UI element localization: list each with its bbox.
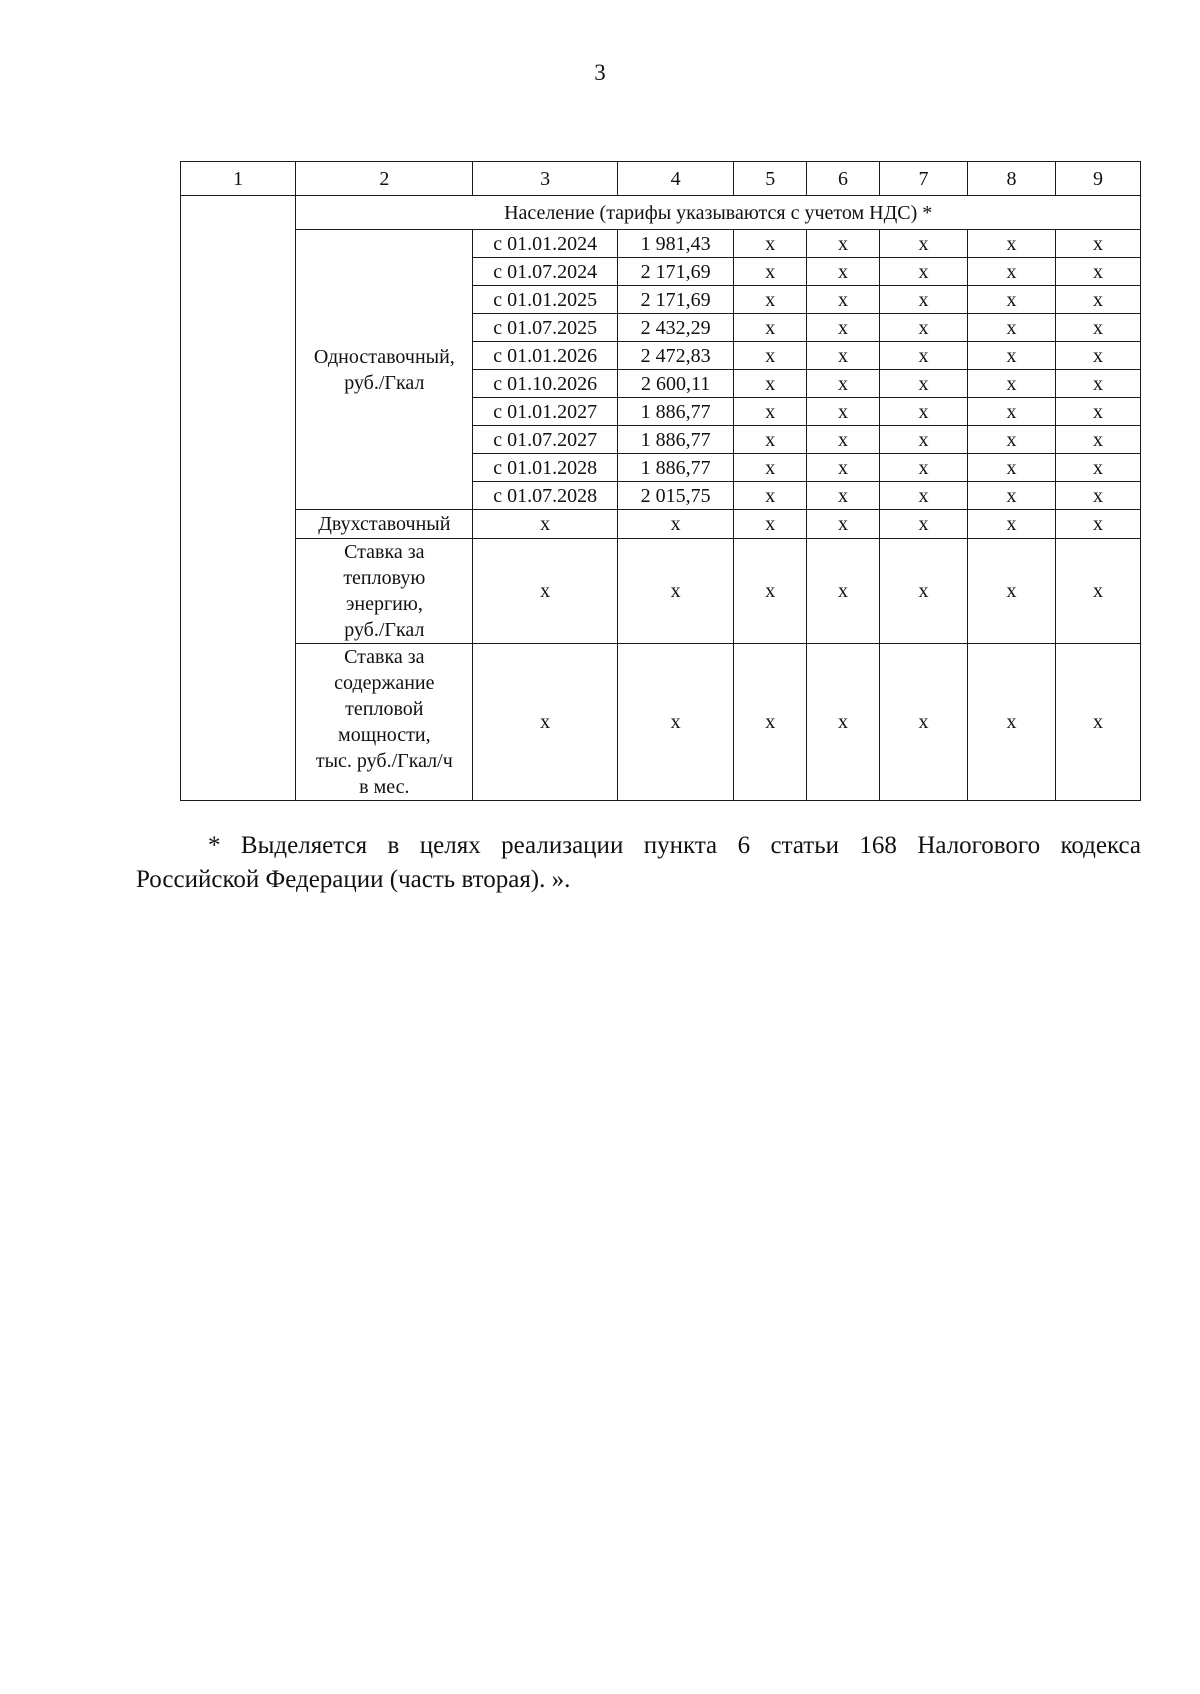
not-applicable-cell: x	[879, 454, 967, 482]
footnote-line-2: Российской Федерации (часть вторая). ».	[136, 866, 571, 893]
not-applicable-cell: x	[1055, 644, 1140, 801]
not-applicable-cell: x	[967, 314, 1055, 342]
not-applicable-cell: x	[617, 644, 733, 801]
not-applicable-cell: x	[734, 314, 807, 342]
not-applicable-cell: x	[879, 370, 967, 398]
not-applicable-cell: x	[879, 539, 967, 644]
tariff-value-cell: 2 171,69	[617, 286, 733, 314]
not-applicable-cell: x	[734, 286, 807, 314]
not-applicable-cell: x	[1055, 342, 1140, 370]
column-number-3: 3	[473, 162, 618, 196]
not-applicable-cell: x	[967, 230, 1055, 258]
not-applicable-cell: x	[967, 482, 1055, 510]
not-applicable-cell: x	[1055, 398, 1140, 426]
page-number: 3	[594, 60, 606, 85]
heat-capacity-rate-row-label-line: в мес.	[359, 776, 410, 798]
single-rate-label-line-1: Одноставочный,	[313, 345, 455, 368]
tariff-value-cell: 1 886,77	[617, 454, 733, 482]
footnote-line-1: * Выделяется в целях реализации пункта 6 статьи 168 Налогового кодекса	[208, 832, 1141, 859]
heat-capacity-rate-row-label-line: Ставка за	[344, 646, 425, 668]
not-applicable-cell: x	[473, 539, 618, 644]
column-number-5: 5	[734, 162, 807, 196]
tariff-value-cell: 1 886,77	[617, 398, 733, 426]
not-applicable-cell: x	[807, 644, 880, 801]
not-applicable-cell: x	[967, 398, 1055, 426]
heat-energy-rate-row-label-line: энергию,	[345, 593, 423, 615]
not-applicable-cell: x	[967, 258, 1055, 286]
not-applicable-cell: x	[1055, 482, 1140, 510]
not-applicable-cell: x	[734, 454, 807, 482]
not-applicable-cell: x	[879, 426, 967, 454]
not-applicable-cell: x	[967, 539, 1055, 644]
not-applicable-cell: x	[879, 286, 967, 314]
not-applicable-cell: x	[967, 426, 1055, 454]
not-applicable-cell: x	[1055, 370, 1140, 398]
effective-date-cell: с 01.07.2024	[473, 258, 618, 286]
heat-energy-rate-row	[181, 539, 1141, 644]
not-applicable-cell: x	[734, 426, 807, 454]
tariff-value-cell: 2 432,29	[617, 314, 733, 342]
not-applicable-cell: x	[967, 370, 1055, 398]
not-applicable-cell: x	[734, 230, 807, 258]
heat-energy-rate-row-label-line: Ставка за	[344, 541, 425, 563]
column-number-9: 9	[1055, 162, 1140, 196]
not-applicable-cell: x	[807, 510, 880, 539]
effective-date-cell: с 01.01.2025	[473, 286, 618, 314]
tariff-value-cell: 2 600,11	[617, 370, 733, 398]
tariff-table	[180, 161, 1141, 801]
not-applicable-cell: x	[879, 644, 967, 801]
not-applicable-cell: x	[967, 644, 1055, 801]
not-applicable-cell: x	[807, 342, 880, 370]
not-applicable-cell: x	[807, 482, 880, 510]
not-applicable-cell: x	[879, 510, 967, 539]
not-applicable-cell: x	[734, 539, 807, 644]
not-applicable-cell: x	[734, 644, 807, 801]
not-applicable-cell: x	[967, 510, 1055, 539]
not-applicable-cell: x	[807, 286, 880, 314]
not-applicable-cell: x	[879, 314, 967, 342]
not-applicable-cell: x	[879, 342, 967, 370]
not-applicable-cell: x	[1055, 230, 1140, 258]
not-applicable-cell: x	[734, 370, 807, 398]
heat-energy-rate-row-label-line: руб./Гкал	[344, 619, 425, 641]
group-header-row	[181, 196, 1141, 230]
not-applicable-cell: x	[807, 539, 880, 644]
not-applicable-cell: x	[879, 230, 967, 258]
single-rate-label-line-2: руб./Гкал	[344, 371, 425, 394]
tariff-value-cell: 1 886,77	[617, 426, 733, 454]
not-applicable-cell: x	[879, 258, 967, 286]
heat-energy-rate-row-label	[296, 539, 473, 644]
effective-date-cell: с 01.01.2024	[473, 230, 618, 258]
not-applicable-cell: x	[734, 342, 807, 370]
not-applicable-cell: x	[967, 454, 1055, 482]
effective-date-cell: с 01.07.2027	[473, 426, 618, 454]
not-applicable-cell: x	[617, 539, 733, 644]
empty-first-column-cell	[181, 196, 296, 801]
not-applicable-cell: x	[1055, 314, 1140, 342]
column-number-4: 4	[617, 162, 733, 196]
not-applicable-cell: x	[879, 398, 967, 426]
heat-capacity-rate-row-label	[296, 644, 473, 801]
not-applicable-cell: x	[734, 510, 807, 539]
heat-energy-rate-row-label-line: тепловую	[343, 567, 426, 589]
heat-capacity-rate-row-label-line: тепловой	[345, 698, 424, 720]
heat-capacity-rate-row-label-line: содержание	[334, 672, 435, 694]
two-rate-label: Двухставочный	[296, 510, 473, 539]
not-applicable-cell: x	[617, 510, 733, 539]
two-rate-row	[181, 510, 1141, 539]
not-applicable-cell: x	[734, 398, 807, 426]
tariff-value-cell: 2 015,75	[617, 482, 733, 510]
not-applicable-cell: x	[807, 454, 880, 482]
not-applicable-cell: x	[473, 510, 618, 539]
not-applicable-cell: x	[807, 258, 880, 286]
not-applicable-cell: x	[807, 398, 880, 426]
heat-capacity-rate-row-label-line: мощности,	[338, 724, 431, 746]
not-applicable-cell: x	[967, 342, 1055, 370]
effective-date-cell: с 01.01.2026	[473, 342, 618, 370]
effective-date-cell: с 01.07.2028	[473, 482, 618, 510]
column-number-2: 2	[296, 162, 473, 196]
effective-date-cell: с 01.01.2027	[473, 398, 618, 426]
single-rate-row	[181, 230, 1141, 258]
heat-capacity-rate-row-label-line: тыс. руб./Гкал/ч	[315, 750, 453, 772]
not-applicable-cell: x	[734, 258, 807, 286]
tariff-value-cell: 2 472,83	[617, 342, 733, 370]
not-applicable-cell: x	[807, 426, 880, 454]
single-rate-label	[296, 230, 473, 510]
not-applicable-cell: x	[807, 230, 880, 258]
footnote	[136, 829, 1141, 897]
not-applicable-cell: x	[1055, 426, 1140, 454]
not-applicable-cell: x	[1055, 454, 1140, 482]
heat-capacity-rate-row	[181, 644, 1141, 801]
not-applicable-cell: x	[879, 482, 967, 510]
column-number-6: 6	[807, 162, 880, 196]
tariff-value-cell: 1 981,43	[617, 230, 733, 258]
not-applicable-cell: x	[1055, 539, 1140, 644]
not-applicable-cell: x	[967, 286, 1055, 314]
effective-date-cell: с 01.10.2026	[473, 370, 618, 398]
effective-date-cell: с 01.01.2028	[473, 454, 618, 482]
not-applicable-cell: x	[807, 370, 880, 398]
column-number-8: 8	[967, 162, 1055, 196]
not-applicable-cell: x	[807, 314, 880, 342]
column-number-7: 7	[879, 162, 967, 196]
not-applicable-cell: x	[473, 644, 618, 801]
tariff-value-cell: 2 171,69	[617, 258, 733, 286]
not-applicable-cell: x	[1055, 510, 1140, 539]
not-applicable-cell: x	[734, 482, 807, 510]
column-number-1: 1	[181, 162, 296, 196]
not-applicable-cell: x	[1055, 286, 1140, 314]
group-header: Население (тарифы указываются с учетом НДС) *	[296, 196, 1141, 230]
effective-date-cell: с 01.07.2025	[473, 314, 618, 342]
not-applicable-cell: x	[1055, 258, 1140, 286]
column-number-row	[181, 162, 1141, 196]
